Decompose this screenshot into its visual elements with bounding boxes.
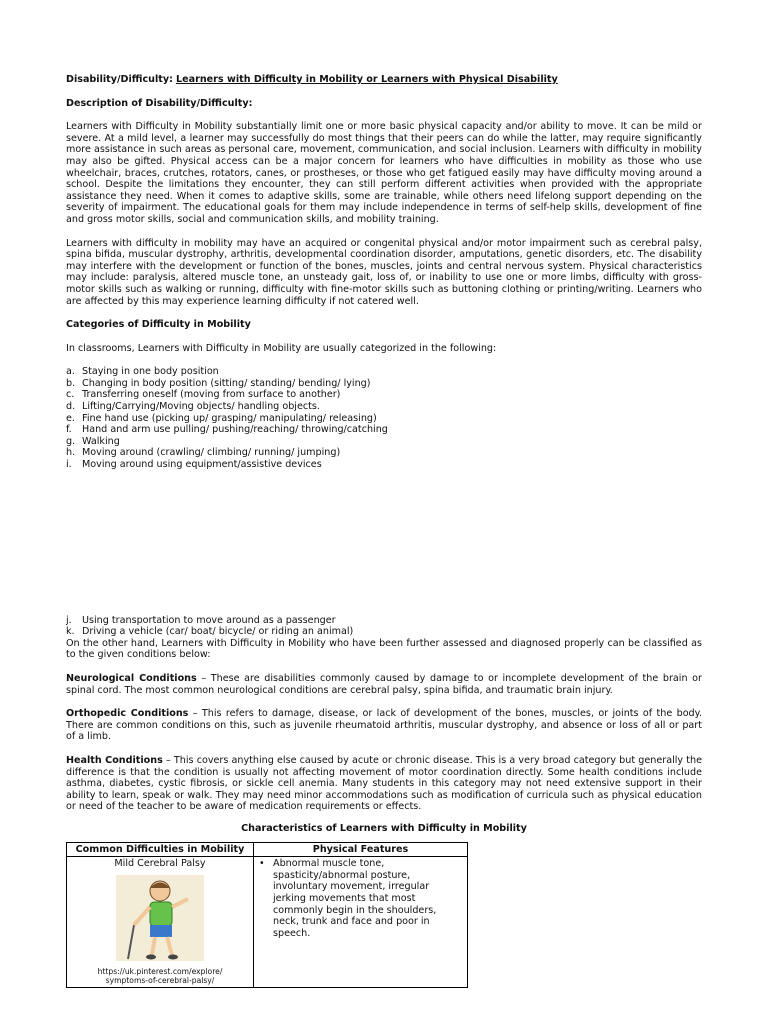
- blank-space: [66, 471, 702, 615]
- categories-list: [66, 366, 702, 470]
- neurological-term: Neurological Conditions: [66, 673, 197, 684]
- feature-bullet-item: [257, 858, 464, 939]
- neurological-conditions: [66, 673, 702, 696]
- disability-label: Disability/Difficulty:: [66, 74, 173, 85]
- list-item: [66, 626, 702, 638]
- list-item-text: Changing in body position (sitting/ standing/ bending/ lying): [82, 377, 371, 389]
- list-item: [66, 366, 702, 378]
- list-item: [66, 413, 702, 425]
- list-item: [66, 424, 702, 436]
- list-item: [66, 615, 702, 627]
- list-item-text: Using transportation to move around as a passenger: [82, 614, 336, 626]
- list-item: [66, 447, 702, 459]
- list-marker: g.: [66, 435, 76, 447]
- orthopedic-text: – This refers to damage, disease, or lack of development of the bones, muscles, or joints of the body. There are common conditions on this, such as juvenile rheumatoid arthritis, muscular dystrophy, and absence or loss of all or part of a limb.: [66, 708, 703, 743]
- column-header-difficulties: Common Difficulties in Mobility: [67, 842, 254, 857]
- health-text: – This covers anything else caused by acute or chronic disease. This is a very broad category but generally the difference is that the condition is usually not affecting movement of motor coordination directly. Some health conditions include asthma, diabetes, cystic fibrosis, or sickle cell anemia. Many students in this category may not need extensive support in their ability to learn, speak or walk. They may need minor accommodations such as modification of curricula such as physical education or need of the teacher to be aware of medication requirements or effects.: [66, 754, 702, 813]
- cerebral-palsy-illustration: [112, 873, 208, 963]
- table-row: [67, 857, 468, 988]
- list-marker: i.: [66, 459, 72, 471]
- description-paragraph-2: Learners with difficulty in mobility may have an acquired or congenital physical and/or motor impairment such as cerebral palsy, spina bifida, muscular dystrophy, arthritis, developmental coordination disorder, amputations, genetic disorders, etc. The disability may interfere with the development or function of the bones, muscles, joints and central nervous system. Physical characteristics may include: paralysis, altered muscle tone, an unsteady gait, loss of, or inability to use one or more limbs, difficulty with gross-motor skills such as walking or running, difficulty with fine-motor skills such as buttoning clothing or printing/writing. Learners who are affected by this may experience learning difficulty if not catered well.: [66, 237, 702, 307]
- list-item-text: Fine hand use (picking up/ grasping/ manipulating/ releasing): [82, 412, 377, 424]
- list-marker: b.: [66, 377, 76, 389]
- table-header-row: [67, 842, 468, 857]
- list-item-text: Staying in one body position: [82, 366, 219, 378]
- neurological-text: – These are disabilities commonly caused by damage to or incomplete development of the brain or spinal cord. The most common neurological conditions are cerebral palsy, spina bifida, and traumatic brain injury.: [66, 673, 702, 696]
- list-marker: e.: [66, 412, 75, 424]
- orthopedic-conditions: [66, 708, 702, 743]
- description-heading: Description of Disability/Difficulty:: [66, 97, 253, 109]
- list-marker: j.: [66, 614, 72, 626]
- list-marker: h.: [66, 447, 76, 459]
- list-item-text: Moving around (crawling/ climbing/ running/ jumping): [82, 447, 341, 459]
- disability-title: Learners with Difficulty in Mobility or Learners with Physical Disability: [176, 74, 558, 85]
- list-marker: k.: [66, 626, 75, 638]
- list-marker: c.: [66, 389, 75, 401]
- list-marker: a.: [66, 366, 75, 378]
- list-marker: d.: [66, 401, 76, 413]
- list-marker: f.: [66, 424, 72, 436]
- bullet-marker: •: [259, 858, 265, 870]
- health-conditions: [66, 755, 702, 813]
- document-page: [66, 74, 702, 988]
- disability-title-line: [66, 74, 702, 86]
- features-cell: [254, 857, 468, 988]
- health-term: Health Conditions: [66, 754, 163, 766]
- list-item: [66, 459, 702, 471]
- image-source-line-1: https://uk.pinterest.com/explore/: [97, 966, 223, 976]
- column-header-features: Physical Features: [254, 842, 468, 857]
- feature-text: Abnormal muscle tone, spasticity/abnormal posture, involuntary movement, irregular jerking movements that most commonly begin in the shoulders, neck, trunk and face and poor in speech.: [273, 858, 437, 939]
- list-item: [66, 378, 702, 390]
- list-item-text: Transferring oneself (moving from surface to another): [82, 389, 341, 401]
- categories-heading: Categories of Difficulty in Mobility: [66, 319, 251, 331]
- list-item-text: Walking: [82, 435, 120, 447]
- categories-list-continued: [66, 615, 702, 638]
- list-item-text: Driving a vehicle (car/ boat/ bicycle/ or riding an animal): [82, 626, 354, 638]
- list-item: [66, 436, 702, 448]
- list-item-text: Hand and arm use pulling/ pushing/reaching/ throwing/catching: [82, 424, 388, 436]
- difficulty-cell: [67, 857, 254, 988]
- list-item-text: Lifting/Carrying/Moving objects/ handling objects.: [82, 401, 320, 413]
- list-item: [66, 389, 702, 401]
- conditions-intro: On the other hand, Learners with Difficulty in Mobility who have been further assessed and diagnosed properly can be classified as to the given conditions below:: [66, 637, 702, 661]
- image-source-line-2: symptoms-of-cerebral-palsy/: [105, 976, 215, 986]
- list-item: [66, 401, 702, 413]
- characteristics-heading: Characteristics of Learners with Difficulty in Mobility: [241, 822, 527, 834]
- list-item-text: Moving around using equipment/assistive devices: [82, 459, 322, 471]
- row-title: Mild Cerebral Palsy: [114, 858, 206, 870]
- characteristics-table: [66, 842, 468, 988]
- description-paragraph-1: Learners with Difficulty in Mobility substantially limit one or more basic physical capacity and/or ability to move. It can be mild or severe. At a mild level, a learner may successfully do most things that their peers can do while the latter, may require significantly more assistance in such areas as personal care, movement, communication, and social inclusion. Learners with difficulty in mobility may also be gifted. Physical access can be a major concern for learners who have difficulties in mobility as those who use wheelchair, braces, crutches, rotators, canes, or prostheses, or those who get fatigued easily may have difficulty moving around a school. Despite the limitations they encounter, they can still perform different activities when provided with the appropriate assistance they need. When it comes to adaptive skills, some are trainable, while others need lifelong support depending on the severity of impairment. The educational goals for them may include independence in terms of self-help skills, development of fine and gross motor skills, social and communication skills, and mobility training.: [66, 121, 702, 225]
- orthopedic-term: Orthopedic Conditions: [66, 708, 189, 720]
- categories-intro: In classrooms, Learners with Difficulty in Mobility are usually categorized in the following:: [66, 342, 497, 354]
